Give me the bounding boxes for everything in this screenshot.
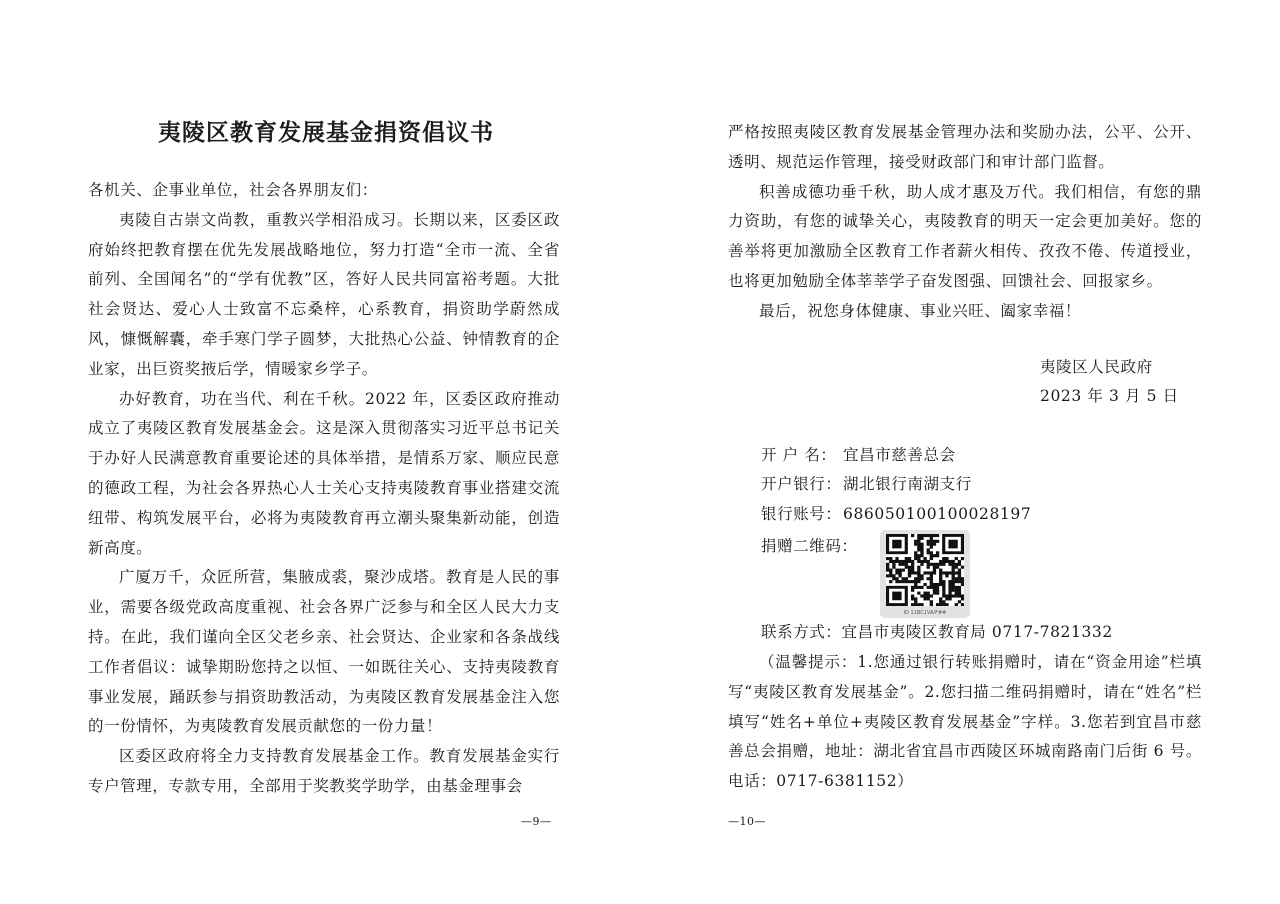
- document-title: 夷陵区教育发展基金捐资倡议书: [158, 119, 494, 146]
- account-name-label: 开 户 名：: [761, 446, 837, 464]
- qr-label: 捐赠二维码：: [761, 537, 858, 555]
- continuation-paragraph: 严格按照夷陵区教育发展基金管理办法和奖励办法，公平、公开、透明、规范运作管理，接受财政部门和审计部门监督。: [728, 123, 1202, 171]
- left-body-text: [88, 176, 560, 802]
- account-name-row: [761, 440, 956, 470]
- contact-row: 联系方式：宜昌市夷陵区教育局 0717-7821332: [761, 623, 1113, 641]
- tips-text: （温馨提示：1.您通过银行转账捐赠时，请在“资金用途”栏填写“夷陵区教育发展基金”。2.您扫描二维码捐赠时，请在“姓名”栏填写“姓名+单位+夷陵区教育发展基金”字样。3.您若到宜昌市慈善总会捐赠，地址：湖北省宜昌市西陵区环城南路南门后街 6 号。电话：0717-6381152）: [728, 653, 1202, 791]
- salutation: 各机关、企事业单位，社会各界朋友们：: [88, 181, 378, 199]
- tips-note: [728, 648, 1202, 797]
- paragraph: 夷陵自古崇文尚教，重教兴学相沿成习。长期以来，区委区政府始终把教育摆在优先发展战略地位，努力打造“全市一流、全省前列、全国闻名”的“学有优教”区，答好人民共同富裕考题。大批社会贤达、爱心人士致富不忘桑梓，心系教育，捐资助学蔚然成风，慷慨解囊，牵手寒门学子圆梦，大批热心公益、钟情教育的企业家，出巨资奖掖后学，情暖家乡学子。: [88, 210, 560, 378]
- account-name-value: 宜昌市慈善总会: [843, 446, 956, 464]
- page-number-right: —10—: [728, 815, 766, 828]
- qr-row: [761, 531, 858, 561]
- account-number-value: 686050100100028197: [843, 505, 1032, 523]
- paragraph: 积善成德功垂千秋，助人成才惠及万代。我们相信，有您的鼎力资助，有您的诚挚关心，夷陵教育的明天一定会更加美好。您的善举将更加激励全区教育工作者薪火相传、孜孜不倦、传道授业，也将更加勉励全体莘莘学子奋发图强、回馈社会、回报家乡。: [728, 182, 1202, 290]
- qr-code-icon: [886, 534, 964, 606]
- bank-value: 湖北银行南湖支行: [843, 475, 972, 493]
- qr-caption: ID 11BC1VA/F##: [903, 610, 947, 616]
- paragraph: 办好教育，功在当代、利在千秋。2022 年，区委区政府推动成立了夷陵区教育发展基金会。这是深入贯彻落实习近平总书记关于办好人民满意教育重要论述的具体举措，是情系万家、顺应民意的德政工程，为社会各界热心人士关心支持夷陵教育事业搭建交流纽带、构筑发展平台，必将为夷陵教育再立潮头聚集新动能，创造新高度。: [88, 389, 560, 557]
- bank-label: 开户银行：: [761, 475, 842, 493]
- signature-organization: 夷陵区人民政府: [1040, 358, 1153, 376]
- account-number-label: 银行账号：: [761, 505, 842, 523]
- account-number-row: [761, 499, 1031, 529]
- page-number-left: —9—: [521, 815, 552, 828]
- paragraph: 广厦万千，众匠所营，集腋成裘，聚沙成塔。教育是人民的事业，需要各级党政高度重视、社会各界广泛参与和全区人民大力支持。在此，我们谨向全区父老乡亲、社会贤达、企业家和各条战线工作者倡议：诚挚期盼您持之以恒、一如既往关心、支持夷陵教育事业发展，踊跃参与捐资助教活动，为夷陵区教育发展基金注入您的一份情怀，为夷陵教育发展贡献您的一份力量！: [88, 568, 560, 736]
- signature-date: 2023 年 3 月 5 日: [1040, 387, 1179, 405]
- bank-row: [761, 469, 972, 499]
- paragraph: 最后，祝您身体健康、事业兴旺、阖家幸福！: [759, 301, 1082, 320]
- right-page: [640, 0, 1280, 904]
- donation-qr-code[interactable]: [880, 530, 970, 618]
- paragraph: 区委区政府将全力支持教育发展基金工作。教育发展基金实行专户管理，专款专用，全部用于奖教奖学助学，由基金理事会: [88, 747, 560, 795]
- right-body-text: [728, 118, 1202, 327]
